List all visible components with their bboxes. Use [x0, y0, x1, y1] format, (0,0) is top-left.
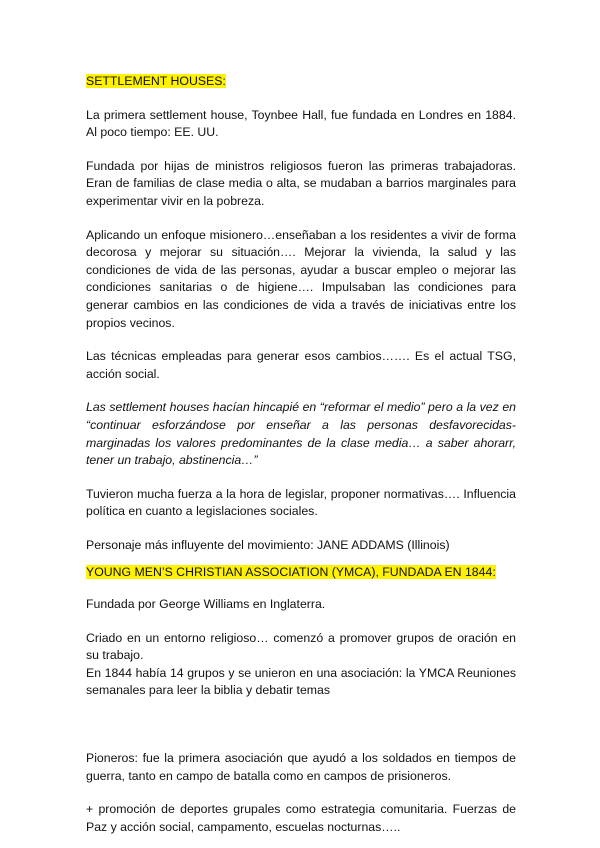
paragraph-founders: Fundada por hijas de ministros religiosos fueron las primeras trabajadoras. Eran de familias de clase media o alta, se mudaban a barrios marginales para experimentar vivir en la pobreza.: [86, 158, 516, 208]
heading-ymca: YOUNG MEN’S CHRISTIAN ASSOCIATION (YMCA), FUNDADA EN 1844:: [86, 565, 496, 580]
paragraph-techniques: Las técnicas empleadas para generar esos cambios……. Es el actual TSG, acción social.: [86, 349, 516, 381]
paragraph-pioneers: Pioneros: fue la primera asociación que ayudó a los soldados en tiempos de guerra, tanto en campo de batalla como en campos de prisioneros.: [86, 751, 516, 783]
heading-settlement-houses: SETTLEMENT HOUSES:: [86, 74, 226, 88]
paragraph-jane-addams: Personaje más influyente del movimiento: JANE ADDAMS (Illinois): [86, 537, 450, 552]
paragraph-toynbee-hall: La primera settlement house, Toynbee Hall, fue fundada en Londres en 1884. Al poco tiempo: EE. UU.: [86, 107, 516, 140]
paragraph-sports-promotion: + promoción de deportes grupales como estrategia comunitaria. Fuerzas de Paz y acción social, campamento, escuelas nocturnas…..: [86, 802, 516, 834]
document-body: [86, 73, 516, 836]
heading-ymca-wrap: [86, 564, 516, 582]
paragraph-religious-upbringing: Criado en un entorno religioso… comenzó a promover grupos de oración en su trabajo.: [86, 630, 516, 663]
paragraph-1844-groups: En 1844 había 14 grupos y se unieron en una asociación: la YMCA Reuniones semanales para leer la biblia y debatir temas: [86, 665, 516, 698]
paragraph-legislation: Tuvieron mucha fuerza a la hora de legislar, proponer normativas…. Influencia política en cuanto a legislaciones sociales.: [86, 486, 516, 519]
paragraph-missionary-approach: Aplicando un enfoque misionero…enseñaban a los residentes a vivir de forma decorosa y mejorar su situación…. Mejorar la vivienda, la salud y las condiciones de vida de las personas, ayudar a buscar empleo o mejorar las condiciones sanitarias o de higiene…. Impulsaban las condiciones para generar cambios en las condiciones de vida a través de iniciativas entre los propios vecinos.: [86, 227, 516, 330]
paragraph-reform-quote: Las settlement houses hacían hincapié en “reformar el medio” pero a la vez en “continuar esforzándose por enseñar a las personas desfavorecidas- marginadas los valores predominantes de la clase media… a saber ahorarr, tener un trabajo, abstinencia…”: [86, 400, 516, 468]
paragraph-george-williams: Fundada por George Williams en Inglaterra.: [86, 597, 326, 612]
heading-settlement-houses-wrap: [86, 73, 516, 91]
